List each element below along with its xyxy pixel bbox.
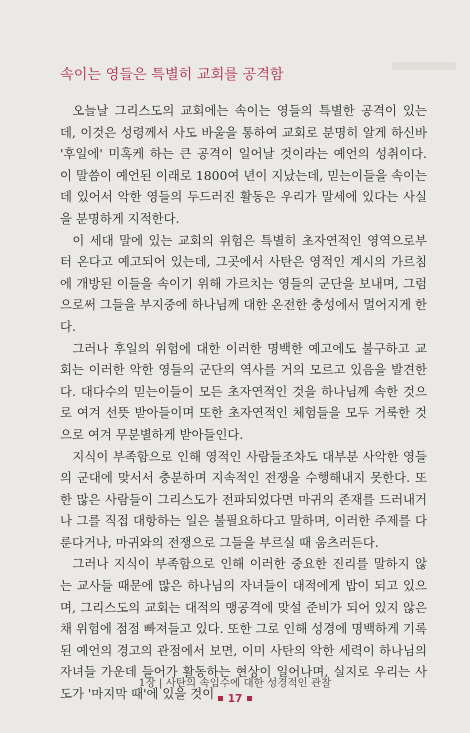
- section-heading: 속이는 영들은 특별히 교회를 공격함: [60, 67, 284, 83]
- page-number-row: [0, 693, 470, 706]
- paragraph-2: 이 세대 말에 있는 교회의 위험은 특별히 초자연적인 영역으로부터 온다고 예고되어 있는데, 그곳에서 사탄은 영적인 계시의 가르침에 개방된 이들을 속이기 위해 가르치는 영들의 군단을 보내며, 그럼으로써 그들을 부지중에 하나님께 대한 온전한 충성에서 멀어지게 한다.: [60, 232, 427, 334]
- paragraph-1: 오늘날 그리스도의 교회에는 속이는 영들의 특별한 공격이 있는데, 이것은 성령께서 사도 바울을 통하여 교회로 분명히 알게 하신바 '후일에' 미혹케 하는 큰 공격이 일어날 것이라는 예언의 성취이다. 이 말씀이 예언된 이래로 1800여 년이 지났는데, 믿는이들을 속이는 데 있어서 악한 영들의 두드러진 활동은 우리가 말세에 있다는 사실을 분명하게 지적한다.: [60, 103, 427, 226]
- square-bullet-icon: [247, 696, 252, 701]
- page-number: 17: [227, 693, 243, 705]
- page-footer: [0, 676, 470, 706]
- paragraph-4: 지식이 부족함으로 인해 영적인 사람들조차도 대부분 사악한 영들의 군대에 맞서서 충분하며 지속적인 전쟁을 수행해내지 못한다. 또한 많은 사람들이 그리스도가 전파되었다면 마귀의 존재를 드러내거나 그를 직접 대항하는 일은 불필요하다고 말하며, 이러한 주제를 다룬다거나, 마귀와의 전쟁으로 그들을 부르실 때 움츠러든다.: [60, 448, 427, 550]
- paragraph-5: 그러나 지식이 부족함으로 인해 이러한 중요한 진리를 말하지 않는 교사들 때문에 많은 하나님의 자녀들이 대적에게 밥이 되고 있으며, 그리스도의 교회는 대적의 맹공격에 맞설 준비가 되어 있지 않은 채 위험에 점점 빠져들고 있다. 또한 그로 인해 성경에 명백하게 기록된 예언의 경고의 관점에서 보면, 이미 사탄의 악한 세력이 하나님의 자녀들 가운데 들어가 활동하는 현상이 일어나며, 실지로 우리는 사도가 '마지막 때'에 있을 것이: [60, 556, 427, 702]
- square-bullet-icon: [218, 696, 223, 701]
- chapter-title: 1장 | 사탄의 속임수에 대한 성경적인 관찰: [138, 677, 332, 689]
- body-text: [60, 100, 427, 705]
- paragraph-3: 그러나 후일의 위험에 대한 이러한 명백한 예고에도 불구하고 교회는 이러한 악한 영들의 군단의 역사를 거의 모르고 있음을 발견한다. 대다수의 믿는이들이 모든 초자연적인 것을 하나님께 속한 것으로 여겨 선뜻 받아들이며 또한 초자연적인 체험들을 모두 거룩한 것으로 여겨 무분별하게 받아들인다.: [60, 340, 427, 442]
